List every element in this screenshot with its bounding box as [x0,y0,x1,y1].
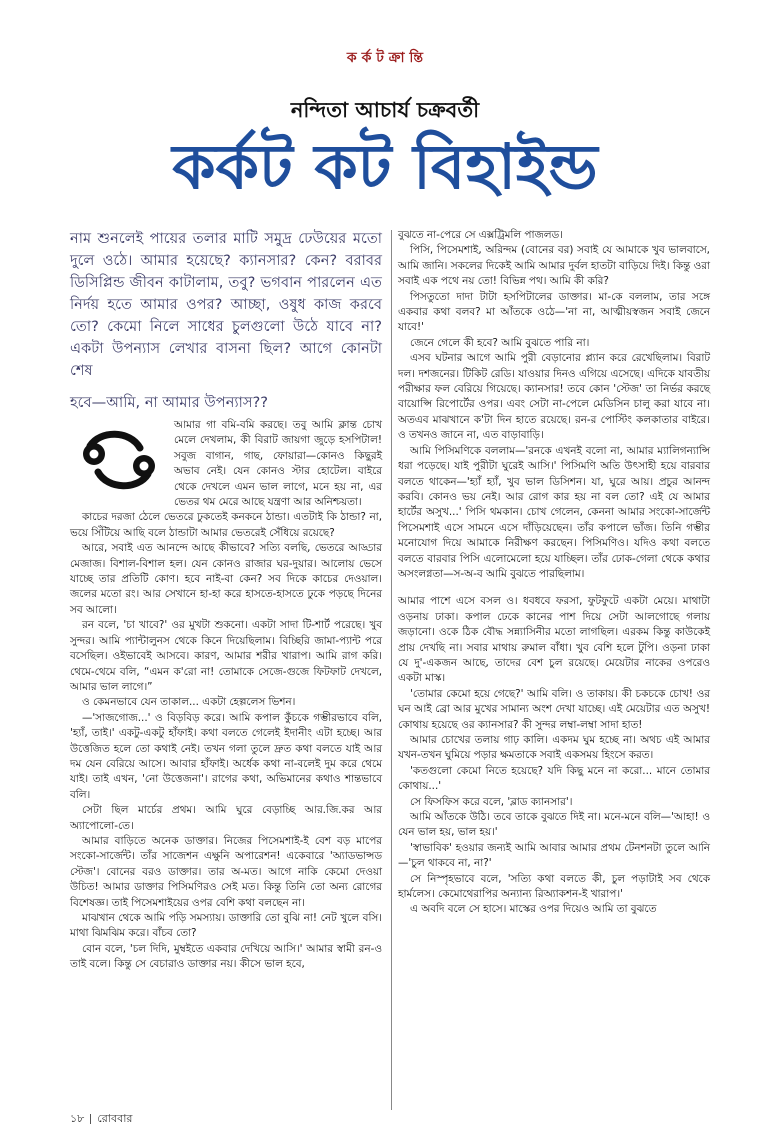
lead-text: নাম শুনলেই পায়ের তলার মাটি সমুদ্র ঢেউয়ের মতো দুলে ওঠে। আমার হয়েছে? ক্যানসার? কেন? বরাবর ডিসিপ্লিন্ড জীবন কাটালাম, তবু? ভগবান পারলেন এত নির্দয় হতে আমার ওপর? আচ্ছা, ওষুধ কাজ করবে তো? কেমো নিলে সাধের চুলগুলো উঠে যাবে না? একটা উপন্যাস লেখার বাসনা ছিল? আগে কোনটা শেষ [70,230,382,379]
body-paragraph: —'সাজগোজ...' ও বিড়বিড় করে। আমি কপাল কুঁচকে গম্ভীরভাবে বলি, 'হ্যাঁ, তাই।' একটু-একটু হাঁফাই। কথা বলতে গেলেই ইদানীং এটা হচ্ছে। আর উত্তেজিত হলে তো কথাই নেই। তখন গলা তুলে দ্রুত কথা বলতে যাই আর দম যেন বেরিয়ে আসে। আবার হাঁফাই। অর্ধেক কথা না-বলেই দুম করে থেমে যাই। তাই এখন, 'নো উত্তেজনা'। রাগের কথা, অভিমানের কথাও শান্তভাবে বলি। [70,711,382,801]
body-paragraph: কাচের দরজা ঠেলে ভেতরে ঢুকতেই কনকনে ঠান্ডা। এতটাই কি ঠান্ডা? না, ভয়ে সিঁটিয়ে আছি বলে ঠান্ডাটা আমার ভেতরেই সেঁধিয়ে রয়েছে? [70,511,382,539]
left-column [70,228,382,973]
body-paragraph: সে নিস্পৃহভাবে বলে, 'সত্যি কথা বলতে কী, চুল পড়াটাই সব থেকে হার্মলেস। কেমোথেরাপির অন্যান্য রিঅ্যাকশন-ই খারাপ।' [398,872,710,901]
body-paragraph: 'কতগুলো কেমো নিতে হয়েছে? যদি কিছু মনে না করো... মানে তোমার কোথায়...' [398,764,710,793]
body-paragraph: মাঝখান থেকে আমি পড়ি সমস্যায়। ডাক্তারি তো বুঝি না! নেট খুলে বসি। মাথা ঝিমঝিম করে। বাঁচব তো? [70,912,382,940]
body-paragraph: রন বলে, 'চা খাবে?' ওর মুখটা শুকনো। একটা সাদা টি-শার্ট পরেছে। খুব সুন্দর। আমি প্যান্টালুনস থেকে কিনে দিয়েছিলাম। বিচ্ছিরি জামা-প্যান্ট পরে বসেছিল। ওইভাবেই আসবে। কারণ, আমার শরীর খারাপ। আমি রাগ করি। থেমে-থেমে বলি, “এমন ক'রো না! তোমাকে সেজে-গুজে ফিটফাট দেখলে, আমার ভাল লাগে।” [70,619,382,693]
body-paragraph: আমি পিসিমণিকে বললাম—'রনকে এখনই বলো না, আমার ম্যালিগন্যান্সি ধরা পড়েছে। যাই পুরীটা ঘুরেই আসি।' পিসিমণি অতি উৎসাহী হয়ে বারবার বলতে থাকেন—'হ্যাঁ হ্যাঁ, খুব ভাল ডিসিশন। যা, ঘুরে আয়। প্রচুর আনন্দ করবি। কোনও ভয় নেই। আর রোগ কার হয় না বল তো? এই যে আমার হার্টের অসুখ...' পিসি থমকান। চোখ গেলেন, কেননা আমার সংকো-সার্জেন্ট পিসেমশাই এসে সামনে এসে দাঁড়িয়েছেন। তাঁর কপালে ভাঁজ। তিনি গম্ভীর মনোযোগ দিয়ে আমাকে নিরীক্ষণ করছেন। পিসিমণিও। যদিও কথা বলতে বলতে বারবার পিসি এলোমেলো হয়ে যাচ্ছিল। তাঁর ঢোক-গেলা থেকে কথার অসংলগ্নতা—স-অ-ব আমি বুঝতে পারছিলাম। [398,444,710,580]
magazine-name: রোববার [97,1112,133,1125]
body-paragraph: এসব ঘটনার আগে আমি পুরী বেড়ানোর প্ল্যান করে রেখেছিলাম। বিরাট দল। দশজনের। টিকিট রেডি। যাওয়ার দিনও এগিয়ে এসেছে। এদিকে যাবতীয় পরীক্ষার ফল বেরিয়ে গিয়েছে। ক্যানসার! তবে কোন 'স্টেজ' তা নির্ভর করছে বায়োপ্সি রিপোর্টের ওপর। এবং সেটা না-পেলে মেডিসিন চালু করা যাবে না। অতএব মাঝখানে ক'টা দিন হাতে রয়েছে। রন-র পোস্টিং কলকাতার বাইরে। ও তখনও জানে না, এত বাড়াবাড়ি। [398,352,710,442]
lead-paragraph [70,228,382,411]
body-paragraph: সে ফিসফিস করে বলে, 'ব্লাড ক্যানসার'। [410,795,573,808]
lead-text-end: হবে—আমি, না আমার উপন্যাস?? [70,394,269,411]
body-paragraph: বুঝতে না-পেরে সে এক্সট্রিমলি পাজলড। [398,229,563,241]
body-paragraph: আমার গা বমি-বমি করছে। তবু আমি ক্লান্ত চোখ মেলে দেখলাম, কী বিরাট জায়গা জুড়ে হসপিটাল! সবুজ বাগান, গাছ, ফোয়ারা—কোনও কিছুরই অভাব নেই। যেন কোনও স্টার হোটেল। বাইরে থেকে দেখলে এমন ভাল লাগে, মনে হয় না, এর ভেতর থম মেরে আছে যন্ত্রণা আর অনিশ্চয়তা। [174,419,382,509]
body-paragraph: আমি আঁতকে উঠি। তবে তাকে বুঝতে দিই না। মনে-মনে বলি—'আহা! ও যেন ভাল হয়, ভাল হয়।' [398,811,710,839]
page-footer [70,1110,132,1129]
column-divider [391,230,392,1110]
body-paragraph: পিসি, পিসেমশাই, অরিন্দম (বোনের বর) সবাই যে আমাকে খুব ভালবাসে, আমি জানি। সকলের দিকেই আমি আমার দুর্বল হাতটা বাড়িয়ে দিই। কিন্তু ওরা সবাই এক পথে নয় তো! বিভিন্ন পথ। আমি কী করি? [398,244,710,288]
section-label: ক র্ক ট ক্রা ন্তি [346,50,424,66]
right-column [398,228,710,918]
body-paragraph: আমার পাশে এসে বসল ও। ধবধবে ফরসা, ফুটফুটে একটা মেয়ে। মাথাটা ওড়নায় ঢাকা। কপাল ঢেকে কানের পাশ দিয়ে সেটা আলগোছে গলায় জড়ানো। ওকে ঠিক বৌদ্ধ সন্ন্যাসিনীর মতো লাগছিল। এরকম কিন্তু কাউকেই প্রায় দেখছি না। সবার মাথায় রুমাল বাঁধা। খুব বেশি হলে টুপি। ওড়না ঢাকা যে দু'-একজন আছে, তাদের বেশ চুল রয়েছে। মেয়েটার নাকের ওপরেও একটা মাস্ক। [398,595,710,685]
body-paragraph: সেটা ছিল মার্চের প্রথম। আমি ঘুরে বেড়াচ্ছি আর.জি.কর আর অ্যাপোলো-তে। [70,804,382,832]
body-paragraph: পিসতুতো দাদা টাটা হসপিটালের ডাক্তার। মা-কে বললাম, তার সঙ্গে একবার কথা বলব? মা আঁতকে ওঠে—'না না, আত্মীয়স্বজন সবাই জেনে যাবে!' [398,290,710,334]
section-break [398,582,710,594]
body-paragraph: ও কেমনভাবে যেন তাকাল... একটা হেল্পলেস ভিশন। [82,696,296,709]
body-paragraph: এ অবদি বলে সে হাসে। মাস্কের ওপর দিয়েও আমি তা বুঝতে [410,903,657,916]
body-paragraph: আমার বাড়িতে অনেক ডাক্তার। নিজের পিসেমশাই-ই বেশ বড় মাপের সংকো-সার্জেন্ট। তাঁর সাজেশন এক্ষুনি অপারেশন! একেবারে 'অ্যাডভান্সড স্টেজ'। বোনের বরও ডাক্তার। তার অ-মত। আগে নাকি কেমো দেওয়া উচিত! আমার ডাক্তার পিসিমণিরও সেই মত। কিন্তু তিনি তো অন্য রোগের বিশেষজ্ঞ। তাই পিসেমশাইয়ের ওপর বেশি কথা বলছেন না। [70,834,382,909]
body-paragraph: 'স্বাভাবিক' হওয়ার জন্যই আমি আবার আমার প্রথম টেনশনটা তুলে আনি—'চুল থাকবে না, না?' [398,841,710,870]
article-headline: কর্কট কট বিহাইন্ড [172,130,598,203]
body-paragraph: আমার চোখের তলায় গাঢ় কালি। একদম ঘুম হচ্ছে না। অথচ এই আমার যখন-তখন ঘুমিয়ে পড়ার ক্ষমতাকে সবাই একসময় হিংসে করত। [398,734,710,762]
body-paragraph: বোন বলে, 'চল দিদি, মুম্বইতে একবার দেখিয়ে আসি।' আমার স্বামী রন-ও তাই বলে। কিন্তু সে বেচারাও ডাক্তার নয়। কীসে ভাল হবে, [70,942,382,971]
page-number: ১৮ [70,1112,85,1125]
body-paragraph: আরে, সবাই এত আনন্দে আছে কীভাবে? সত্যি বলছি, ভেতরে আড্ডার মেজাজ। বিশাল-বিশাল হল। যেন কোনও রাজার ঘর-দুয়ার। আলোয় ভেসে যাচ্ছে তার প্রতিটি কোণ। হবে নাই-বা কেন? সব দিকে কাচের দেওয়াল। জলের মতো রং। আর সেখানে হা-হা করে হাসতে-হাসতে ঢুকে পড়ছে দিনের সব আলো। [70,542,382,616]
footer-separator [90,1114,91,1124]
author-byline: নন্দিতা আচার্য চক্রবর্তী [290,98,480,122]
body-paragraph: জেনে গেলে কী হবে? আমি বুঝতে পারি না। [410,336,590,349]
cancer-zodiac-icon [70,420,168,498]
body-paragraph: 'তোমার কেমো হয়ে গেছে?' আমি বলি। ও তাকায়। কী চকচকে চোখ! ওর ঘন আই ব্রো আর মুখের সামান্য অংশ দেখা যাচ্ছে। এই মেয়েটার এত অসুখ! কোথায় হয়েছে ওর ক্যানসার? কী সুন্দর লম্বা-লম্বা সাদা হাত! [398,687,710,731]
